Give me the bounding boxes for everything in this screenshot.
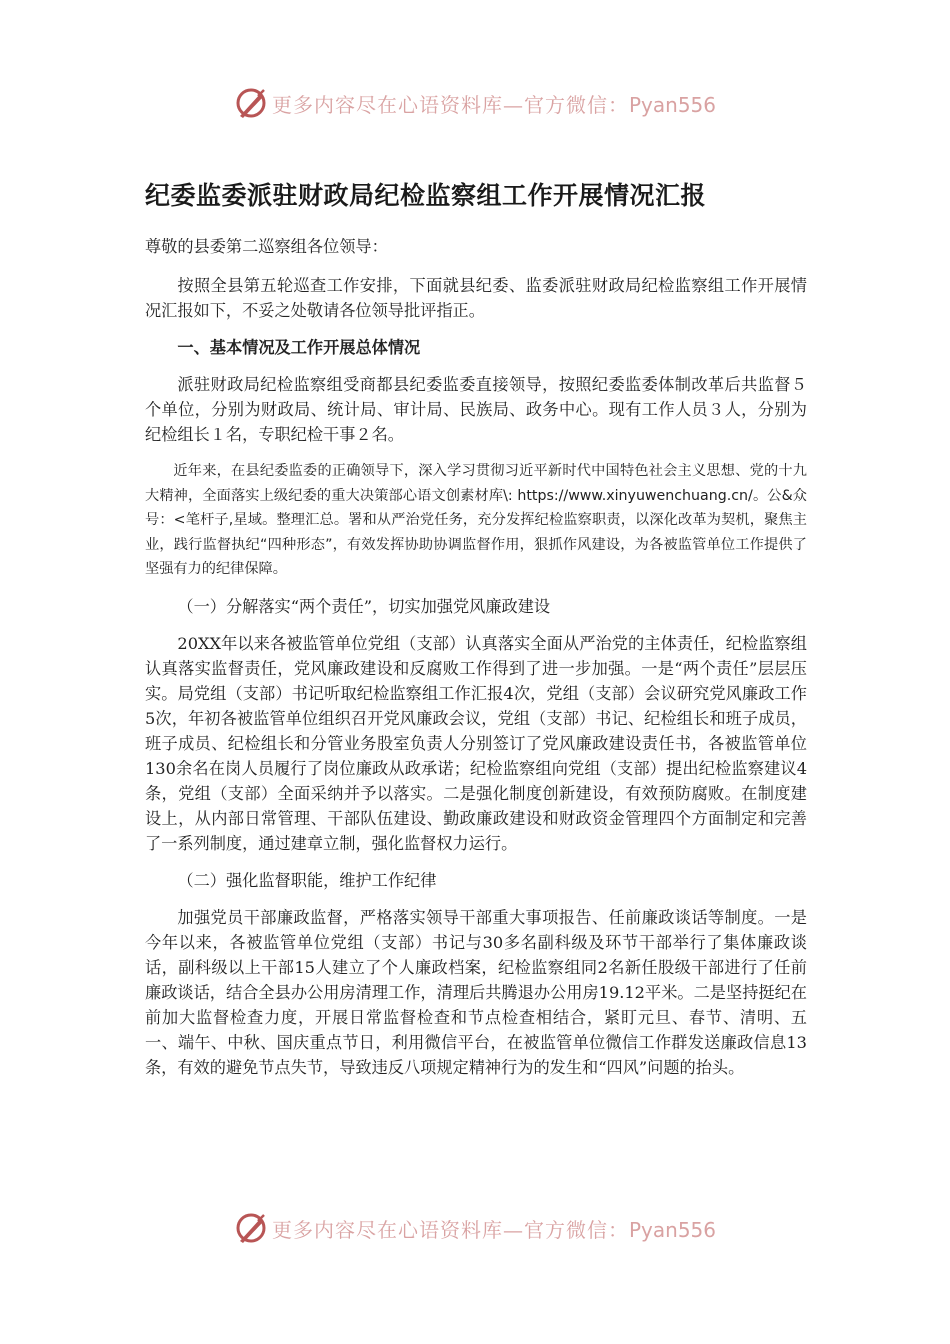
- subsection-1-heading: （一）分解落实“两个责任”，切实加强党风廉政建设: [177, 596, 551, 616]
- section-1-paragraph-2: 近年来，在县纪委监委的正确领导下，深入学习贯彻习近平新时代中国特色社会主义思想、党的十九大精神，全面落实上级纪委的重大决策部心语文创素材库\: https://www.xinyuwenchuang.cn/。公&众号：<笔杆子,星域。整理汇总。署和从严治党任务，充分发挥纪检监察职责，以深化改革为契机，聚焦主业，践行监督执纪“四种形态”，有效发挥协助协调监督作用，狠抓作风建设，为各被监管单位工作提供了坚强有力的纪律保障。: [145, 463, 807, 578]
- section-1-heading: 一、基本情况及工作开展总体情况: [177, 338, 421, 357]
- watermark-text: 更多内容尽在心语资料库—官方微信：Pyan556: [271, 92, 716, 117]
- section-1-paragraph-1: 派驻财政局纪检监察组受商都县纪委监委直接领导，按照纪委监委体制改革后共监督５个单位，分别为财政局、统计局、审计局、民族局、政务中心。现有工作人员３人，分别为纪检组长１名，专职纪检干事２名。: [145, 375, 807, 444]
- watermark-banner-bottom: [0, 1211, 950, 1245]
- subsection-1-paragraph: 20XX年以来各被监管单位党组（支部）认真落实全面从严治党的主体责任，纪检监察组认真落实监督责任，党风廉政建设和反腐败工作得到了进一步加强。一是“两个责任”层层压实。局党组（支部）书记听取纪检监察组工作汇报4次，党组（支部）会议研究党风廉政工作5次，年初各被监管单位组织召开党风廉政会议，党组（支部）书记、纪检组长和班子成员，班子成员、纪检组长和分管业务股室负责人分别签订了党风廉政建设责任书，各被监管单位130余名在岗人员履行了岗位廉政从政承诺；纪检监察组向党组（支部）提出纪检监察建议4条，党组（支部）全面采纳并予以落实。二是强化制度创新建设，有效预防腐败。在制度建设上，从内部日常管理、干部队伍建设、勤政廉政建设和财政资金管理四个方面制定和完善了一系列制度，通过建章立制，强化监督权力运行。: [145, 633, 807, 853]
- subsection-2-heading: （二）强化监督职能，维护工作纪律: [177, 870, 437, 890]
- watermark-banner-top: [0, 86, 950, 120]
- document-body: [145, 176, 807, 1080]
- salutation: 尊敬的县委第二巡察组各位领导：: [145, 237, 388, 256]
- intro-paragraph: 按照全县第五轮巡查工作安排，下面就县纪委、监委派驻财政局纪检监察组工作开展情况汇报如下，不妥之处敬请各位领导批评指正。: [145, 276, 807, 320]
- subsection-2-paragraph: 加强党员干部廉政监督，严格落实领导干部重大事项报告、任前廉政谈话等制度。一是今年以来，各被监管单位党组（支部）书记与30多名副科级及环节干部举行了集体廉政谈话，副科级以上干部15人建立了个人廉政档案，纪检监察组同2名新任股级干部进行了任前廉政谈话，结合全县办公用房清理工作，清理后共腾退办公用房19.12平米。二是坚持挺纪在前加大监督检查力度，开展日常监督检查和节点检查相结合，紧盯元旦、春节、清明、五一、端午、中秋、国庆重点节日，利用微信平台，在被监管单位微信工作群发送廉政信息13条，有效的避免节点失节，导致违反八项规定精神行为的发生和“四风”问题的抬头。: [145, 907, 807, 1077]
- pen-circle-logo-icon: [234, 1211, 268, 1245]
- watermark-text: 更多内容尽在心语资料库—官方微信：Pyan556: [271, 1217, 716, 1242]
- pen-circle-logo-icon: [234, 86, 268, 120]
- document-title: 纪委监委派驻财政局纪检监察组工作开展情况汇报: [145, 181, 707, 210]
